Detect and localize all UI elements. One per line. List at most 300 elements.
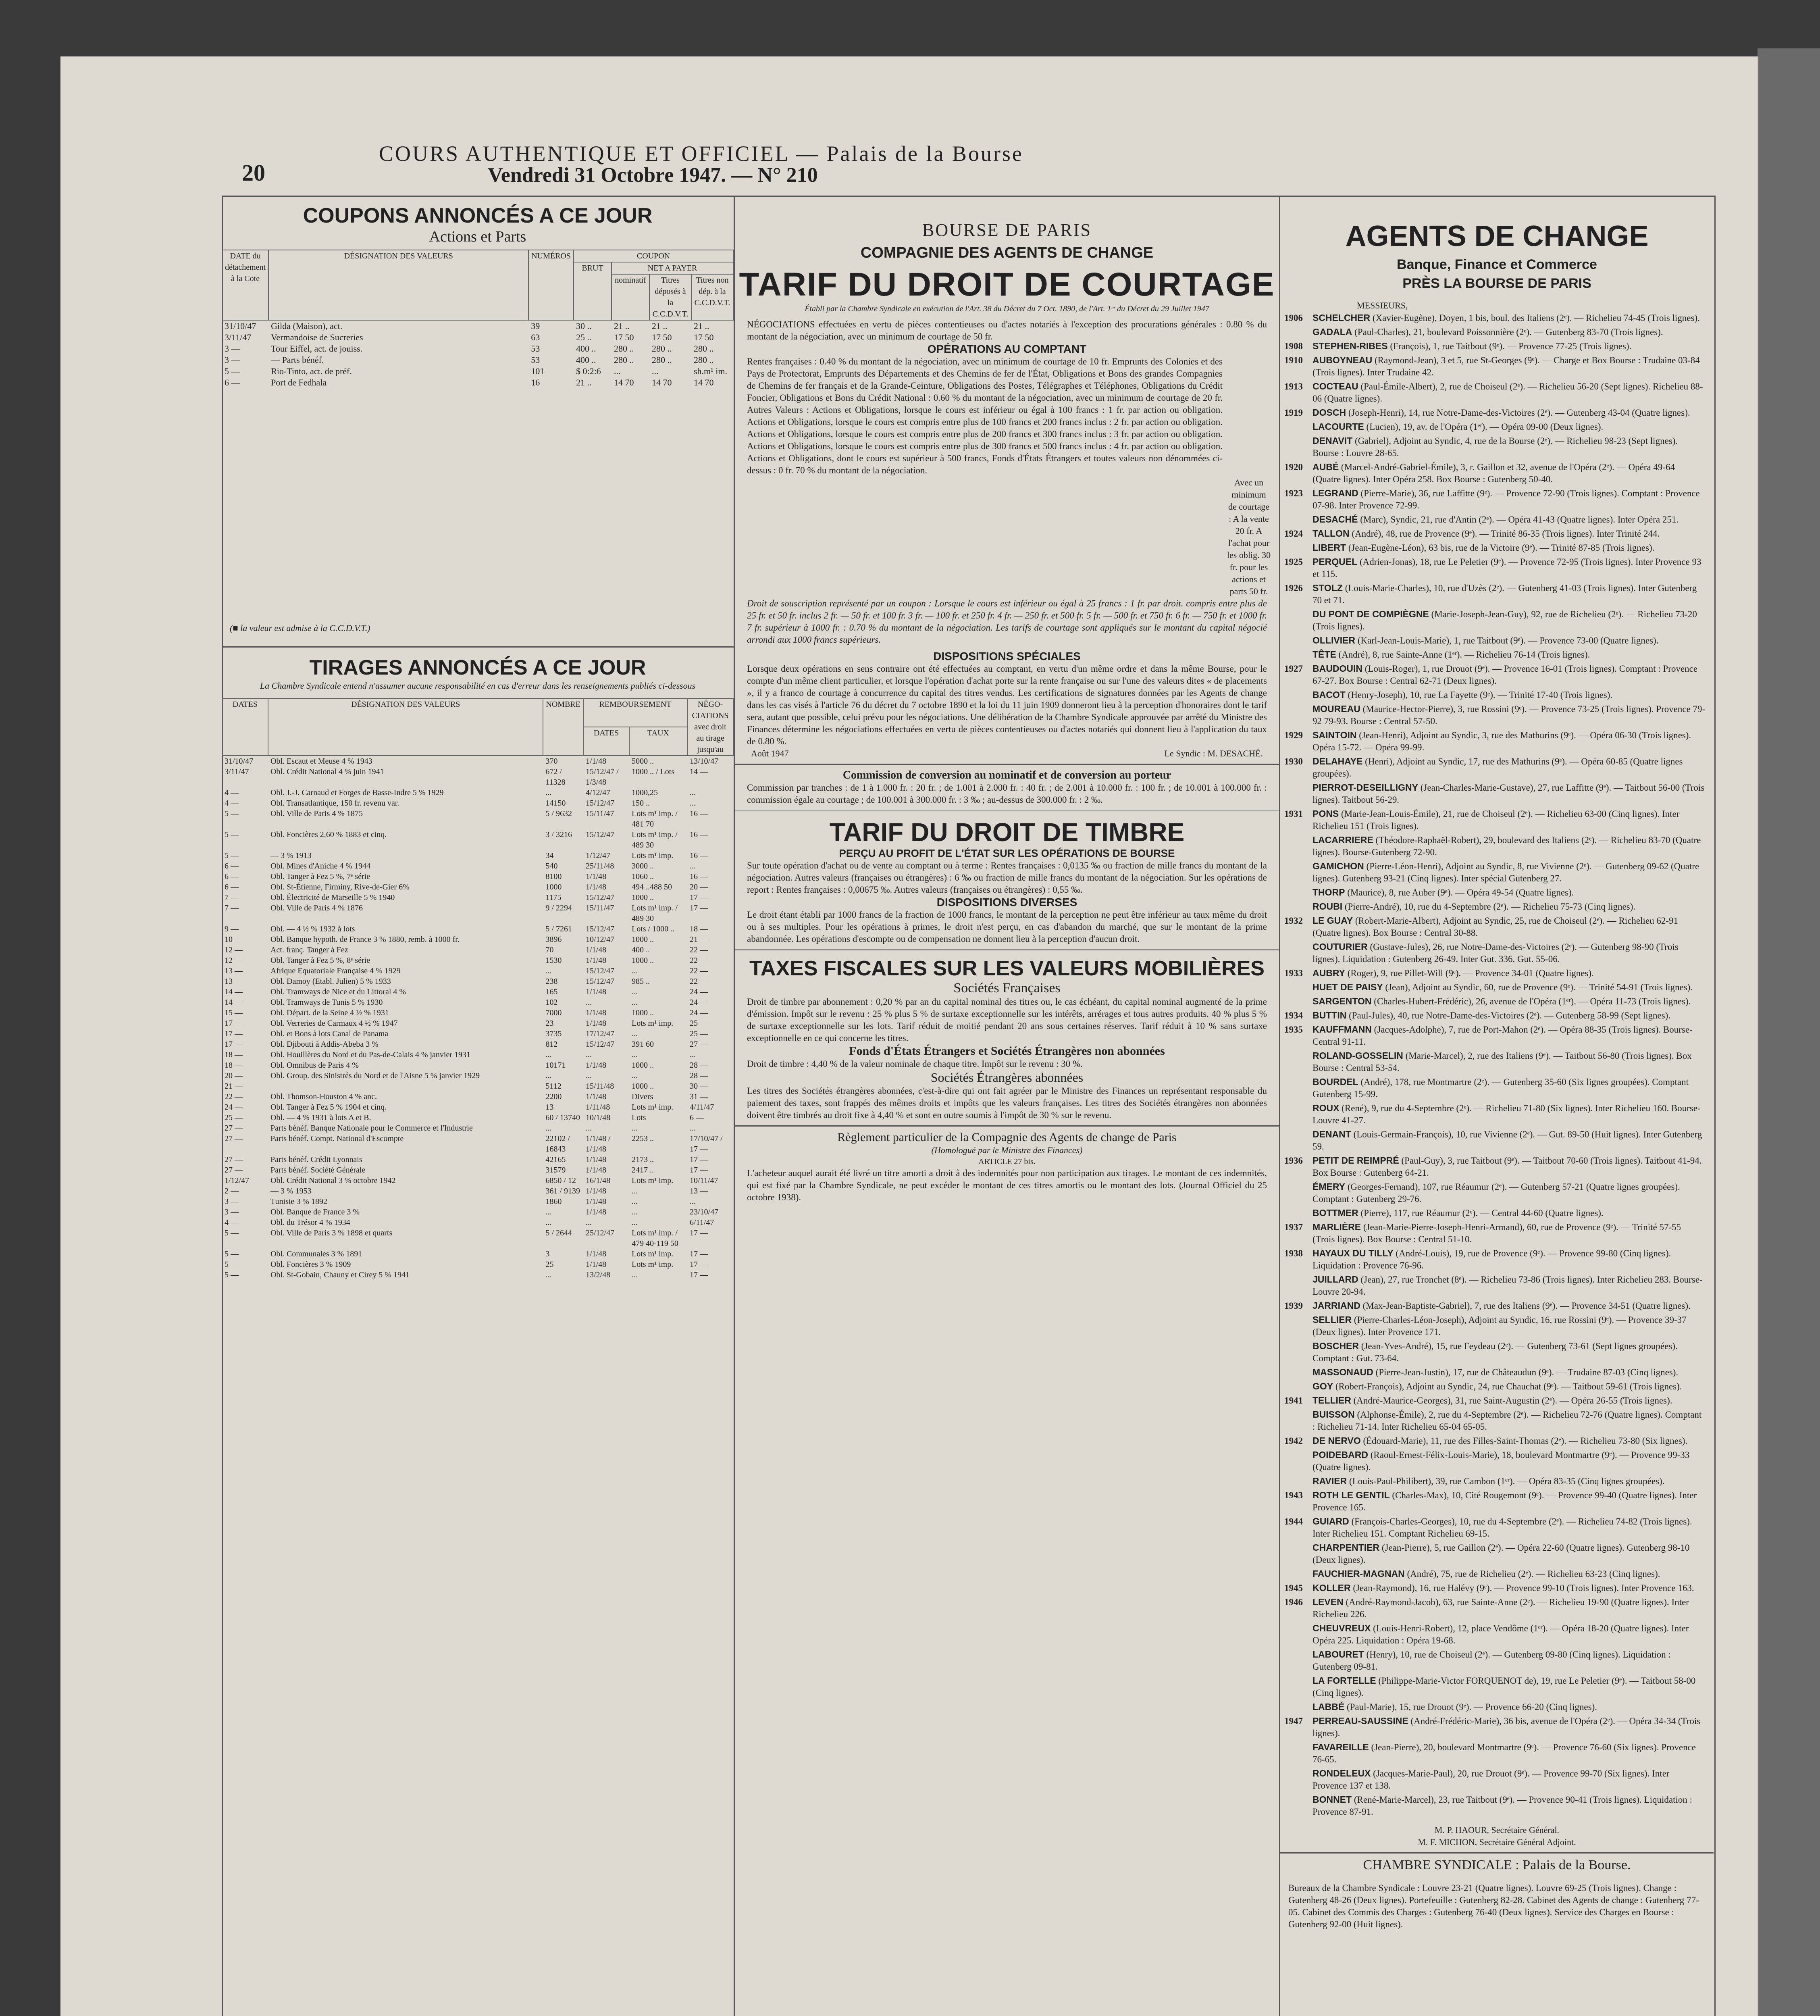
agent-name: GUIARD [1312, 1516, 1349, 1527]
agent-entry [1312, 541, 1706, 554]
agent-name: CHARPENTIER [1312, 1542, 1380, 1553]
agent-name: BONNET [1312, 1794, 1352, 1805]
tirage-cell-nombre: 2200 [545, 1092, 562, 1101]
tirage-cell-designation: Obl. et Bons à lots Canal de Panama [270, 1029, 389, 1038]
tirage-row [222, 987, 733, 997]
coupon-cell-date: 3 — [225, 344, 240, 354]
tirage-cell-taux: 985 .. [632, 977, 650, 986]
tirage-row [222, 1154, 733, 1165]
agent-details: (Raoul-Ernest-Félix-Louis-Marie), 18, boulevard Montmartre (9ᵉ). — Provence 99-33 (Quatre lignes). [1312, 1450, 1690, 1472]
agent-details: (Jacques-Marie-Paul), 20, rue Drouot (9ᵉ). — Provence 99-70 (Six lignes). Inter Provence 137 et 138. [1312, 1768, 1670, 1791]
tirage-cell-nombre: ... [545, 966, 552, 975]
agent-entry [1284, 461, 1706, 485]
agent-name: STEPHEN-RIBES [1312, 341, 1388, 351]
tirage-cell-nombre: 14150 [545, 799, 566, 808]
agent-name: MOUREAU [1312, 704, 1360, 714]
tirage-cell-rdate: 15/11/47 [586, 809, 614, 818]
coupon-cell-num: 63 [531, 332, 540, 342]
tirage-cell-nombre: 1000 [545, 883, 562, 891]
th-t-nego: NÉGO-CIATIONS avec droit au tirage jusqu'au [687, 698, 733, 756]
agent-entry [1284, 312, 1706, 324]
tirage-cell-nombre: 5 / 7261 [545, 925, 572, 933]
tirage-cell-designation: Obl. — 4 % 1931 à lots A et B. [270, 1113, 371, 1122]
agent-year: 1932 [1284, 916, 1303, 926]
tirage-cell-rdate: ... [586, 1218, 592, 1227]
agent-name: KAUFFMANN [1312, 1024, 1372, 1035]
coupon-cell-non: 280 .. [694, 344, 714, 354]
agent-name: GOY [1312, 1381, 1333, 1391]
tirage-row [222, 1249, 733, 1259]
taxes-title: TAXES FISCALES SUR LES VALEURS MOBILIÈRES [749, 957, 1265, 980]
tirage-cell-taux: ... [632, 1197, 638, 1206]
agent-name: AUBÉ [1312, 462, 1339, 472]
coupon-cell-date: 3/11/47 [225, 332, 252, 342]
dispositions-text: Lorsque deux opérations en sens contraire ont été effectuées au comptant, en vertu d'un même ordre et dans la même Bourse, pour le compte d'un même client particulier, et lorsque l'opération d'achat porte sur la rente française ou sur l'une des valeurs dites « de placements », il y a franco de courtage à concurrence du capital des titres vendus. Les certifications de signatures données par les Agents de change dans les cas visés à l'article 76 du décret du 7 octobre 1890 et la loi du 11 juin 1909 donneront lieu à la perception d'honoraires dont le tarif sera, autant que possible, celui prévu pour les négociations. Une délibération de la Chambre Syndicale approuvée par arrêté du Ministre des Finances détermine les négociations effectuées en vertu de pièces contentieuses ou d'actes notariés qui donnent lieu à l'application du taux de 0.80 %. [747, 664, 1267, 746]
agent-entry [1284, 1154, 1706, 1179]
coupon-cell-nom: ... [614, 366, 621, 376]
tirage-cell-rdate: 25/11/48 [586, 862, 614, 871]
coupon-row [222, 343, 733, 354]
tirage-row [222, 756, 733, 766]
tirage-cell-nego: 13 — [690, 1187, 708, 1195]
tirage-cell-nego: 22 — [690, 977, 708, 986]
tirage-cell-nombre: ... [545, 1270, 552, 1279]
agent-name: LA FORTELLE [1312, 1675, 1376, 1686]
tirage-cell-date: 5 — [225, 809, 239, 818]
tirage-cell-taux: 2253 .. [632, 1134, 654, 1143]
tirage-cell-nego: 28 — [690, 1071, 708, 1080]
agent-details: (André-Maurice-Georges), 31, rue Saint-Augustin (2ᵉ). — Opéra 26-55 (Trois lignes). [1353, 1395, 1672, 1406]
bourse-title: BOURSE DE PARIS [922, 220, 1092, 240]
tirage-cell-date: 7 — [225, 904, 239, 912]
tirage-cell-nombre: ... [545, 1124, 552, 1133]
tirage-cell-designation: Act. franç. Tanger à Fez [270, 946, 348, 954]
tirage-cell-rdate: ... [586, 1071, 592, 1080]
tirage-cell-taux: ... [632, 1071, 638, 1080]
coupon-row [222, 354, 733, 366]
agent-entry [1284, 755, 1706, 780]
coupon-cell-dep: 21 .. [652, 321, 668, 331]
tirage-cell-nombre: 102 [545, 998, 558, 1007]
th-date: DATE du détachement à la Cote [222, 250, 268, 320]
agent-entry [1312, 1674, 1706, 1699]
agent-year: 1944 [1284, 1516, 1303, 1527]
timbre-text: Sur toute opération d'achat ou de vente au comptant ou à terme : Rentes françaises : 0,0135 ‰ ou fraction de mille francs du montant de la négociation. Autres valeurs (françaises ou étrangères) : 6 ‰ ou fraction de mille francs du montant de la négociation. Sur les opérations de report : Rentes françaises : 0,00675 ‰. Autres valeurs (françaises ou étrangères) : 0,55 ‰. [747, 860, 1267, 895]
agent-year: 1933 [1284, 968, 1303, 978]
tirage-cell-designation: Obl. St-Gobain, Chauny et Cirey 5 % 1941 [270, 1270, 410, 1279]
agent-details: (Jean-Pierre), 5, rue Gaillon (2ᵉ). — Opéra 22-60 (Quatre lignes). Gutenberg 98-10 (Deux lignes). [1312, 1543, 1690, 1565]
agent-entry [1284, 967, 1706, 979]
tirage-cell-designation: — 3 % 1953 [270, 1187, 312, 1195]
th-t-dates: DATES [222, 698, 268, 756]
tirage-cell-rdate: 15/12/47 [586, 925, 615, 933]
agent-details: (Louis-Paul-Philibert), 39, rue Cambon (1ᵉʳ). — Opéra 83-35 (Cinq lignes groupées). [1349, 1476, 1665, 1486]
agent-entry [1312, 834, 1706, 858]
agent-details: (François), 1, rue Taitbout (9ᵉ). — Provence 77-25 (Trois lignes). [1390, 341, 1632, 351]
dispositions-title: DISPOSITIONS SPÉCIALES [933, 650, 1081, 662]
tirage-cell-date: 18 — [225, 1050, 243, 1059]
tirage-cell-taux: Lots / 1000 .. [632, 925, 675, 933]
tirage-cell-rdate: 15/12/47 [586, 799, 615, 808]
tirage-cell-designation: Obl. Group. des Sinistrés du Nord et de l'Aisne 5 % janvier 1929 [270, 1071, 480, 1080]
agent-entry [1312, 941, 1706, 965]
agent-name: COCTEAU [1312, 381, 1358, 392]
tirage-cell-date: 24 — [225, 1103, 243, 1112]
tirages-note: La Chambre Syndicale entend n'assumer aucune responsabilité en cas d'erreur dans les renseignements publiés ci-dessous [260, 681, 696, 691]
agent-year: 1935 [1284, 1025, 1303, 1035]
agent-details: (Jean), Adjoint au Syndic, 60, rue de Provence (9ᵉ). — Trinité 54-91 (Trois lignes). [1385, 982, 1693, 992]
agent-details: (Pierre-Léon-Henri), Adjoint au Syndic, 8, rue Vivienne (2ᵉ). — Gutenberg 09-62 (Quatre lignes). Gutenberg 93-21 (Cinq lignes). Inter spécial Gutenberg 27. [1312, 861, 1699, 883]
agent-entry [1312, 689, 1706, 701]
agent-details: (Théodore-Raphaël-Robert), 29, boulevard des Italiens (2ᵉ). — Richelieu 83-70 (Quatre lignes). Bourse-Gutenberg 72-90. [1312, 835, 1701, 857]
tirage-cell-date: 1/12/47 [225, 1176, 250, 1185]
agent-details: (Jean-Raymond), 16, rue Halévy (9ᵉ). — Provence 99-10 (Trois lignes). Inter Provence 163. [1353, 1583, 1694, 1593]
tirage-cell-nego: 17 — [690, 1166, 708, 1175]
agent-details: (Louis-Germain-François), 10, rue Vivienne (2ᵉ). — Gut. 89-50 (Huit lignes). Inter Gutenberg 59. [1312, 1129, 1702, 1152]
reglement-article: ARTICLE 27 bis. [978, 1157, 1036, 1166]
agents-subtitle2: PRÈS LA BOURSE DE PARIS [1402, 276, 1591, 291]
coupon-row [222, 320, 733, 332]
tirage-cell-nego: ... [690, 799, 696, 808]
tirage-cell-nego: 17 — [690, 1229, 708, 1237]
agent-name: FAVAREILLE [1312, 1742, 1369, 1752]
agent-year: 1925 [1284, 557, 1303, 567]
agent-name: THORP [1312, 887, 1345, 898]
agent-name: LABBÉ [1312, 1702, 1345, 1712]
agent-entry [1284, 1582, 1706, 1594]
tirage-cell-taux: ... [632, 1029, 638, 1038]
agent-entry [1312, 860, 1706, 885]
tirage-cell-nego: 23/10/47 [690, 1208, 719, 1216]
coupon-cell-dep: 17 50 [652, 332, 672, 342]
operations-title: OPÉRATIONS AU COMPTANT [927, 343, 1087, 355]
tirage-cell-designation: Tunisie 3 % 1892 [270, 1197, 327, 1206]
tirage-cell-nego: 20 — [690, 883, 708, 891]
tirage-row [222, 997, 733, 1008]
tirage-cell-nombre: 31579 [545, 1166, 566, 1175]
coupon-cell-brut: 21 .. [576, 377, 592, 387]
diverses-text: Le droit étant établi par 1000 francs de la fraction de 1000 francs, le montant de la perception ne peut être inférieur au taux même du droit ou à ses multiples. Pour les opérations à primes, le droit n'est perçu, en cas d'abandon du marché, que sur le montant de la prime abandonnée. Les opérations d'escompte ou de compensation ne donnent lieu à la perception d'aucun droit. [747, 910, 1267, 944]
agent-year: 1924 [1284, 529, 1303, 539]
messieurs: MESSIEURS, [1357, 300, 1408, 310]
agent-entry [1312, 1741, 1706, 1766]
tirage-row [222, 955, 733, 966]
tirage-cell-nombre: 370 [545, 757, 558, 766]
tirage-row [222, 1165, 733, 1175]
tirage-cell-nego: 16 — [690, 851, 708, 860]
tirage-cell-nego: 17 — [690, 1155, 708, 1164]
tirage-cell-rdate: 1/1/48 / 1/1/48 [586, 1134, 611, 1154]
tirage-cell-taux: ... [632, 966, 638, 975]
agent-details: (Paul-Jules), 40, rue Notre-Dame-des-Victoires (2ᵉ). — Gutenberg 58-99 (Sept lignes). [1349, 1010, 1671, 1020]
agent-name: TALLON [1312, 528, 1350, 539]
th-t-remb: REMBOURSEMENT [583, 698, 687, 727]
agent-details: (Jean), 27, rue Tronchet (8ᵉ). — Richelieu 73-86 (Trois lignes). Inter Richelieu 283. Bourse-Louvre 20-94. [1312, 1275, 1703, 1297]
tirage-row [222, 808, 733, 829]
tirage-cell-nombre: 60 / 13740 [545, 1113, 580, 1122]
operations-text: Rentes françaises : 0.40 % du montant de la négociation, avec un minimum de courtage de 10 fr. Emprunts des Colonies et des Pays de Protectorat, Emprunts des Départements et des Chemins de fer de l'État, Obligations et Bons des grandes Compagnies de Chemins de fer français et de la Grande-Ceinture, Obligations des Postes, Télégraphes et Téléphones, Obligations du Crédit Foncier, Obligations et Bons du Crédit National : 0.60 % du montant de la négociation, avec un minimum de courtage de 20 fr. Autres Valeurs : Actions et Obligations, lorsque le cours est inférieur ou égal à 100 francs : 1 fr. par action ou obligation. Actions et Obligations, lorsque le cours est compris entre plus de 100 francs et 200 francs inclus : 2 fr. par action ou obligation. Actions et Obligations, lorsque le cours est compris entre plus de 200 francs et 300 francs inclus : 3 fr. par action ou obligation. Actions et Obligations, lorsque le cours est compris entre plus de 300 francs et 500 francs inclus : 4 fr. par action ou obligation. Actions et Obligations, dont le cours est supérieur à 500 francs, Fonds d'États Étrangers et toutes valeurs non dénommées ci-dessus : 0 fr. 70 % du montant de la négociation. [747, 356, 1223, 475]
coupon-cell-date: 5 — [225, 366, 240, 376]
agent-year: 1937 [1284, 1222, 1303, 1232]
tirage-cell-nombre: 8100 [545, 872, 562, 881]
agent-name: MARLIÈRE [1312, 1222, 1361, 1232]
agent-entry [1284, 1515, 1706, 1540]
tirage-cell-designation: — 3 % 1913 [270, 851, 312, 860]
tirage-cell-date: 5 — [225, 1260, 239, 1269]
coupon-cell-num: 16 [531, 377, 540, 387]
tirage-row [222, 1018, 733, 1029]
tirage-cell-nego: 24 — [690, 1008, 708, 1017]
tirage-row [222, 903, 733, 924]
tirage-cell-date: 5 — [225, 1229, 239, 1237]
tirage-cell-nombre: 1175 [545, 893, 562, 902]
tirage-cell-nego: 14 — [690, 767, 708, 776]
tirage-cell-nego: 27 — [690, 1040, 708, 1049]
tirage-cell-rdate: 15/12/47 [586, 893, 615, 902]
coupon-cell-nom: 14 70 [614, 377, 634, 387]
agent-name: ÉMERY [1312, 1181, 1345, 1192]
agent-details: (André-Raymond-Jacob), 63, rue Sainte-Anne (2ᵉ). — Richelieu 19-90 (Quatre lignes). Inter Richelieu 226. [1312, 1597, 1689, 1619]
agent-entry [1312, 1181, 1706, 1205]
agent-name: BUISSON [1312, 1409, 1355, 1420]
tirage-cell-nego: 22 — [690, 966, 708, 975]
agent-entry [1312, 1475, 1706, 1487]
agent-name: PONS [1312, 808, 1339, 819]
agent-details: (Robert-François), Adjoint au Syndic, 24, rue Chauchat (9ᵉ). — Taitbout 59-61 (Trois lignes). [1335, 1381, 1682, 1391]
tirage-cell-nego: 25 — [690, 1029, 708, 1038]
agent-name: DENAVIT [1312, 435, 1353, 446]
tirage-row [222, 1228, 733, 1249]
reglement-title: Règlement particulier de la Compagnie des Agents de change de Paris [837, 1131, 1177, 1144]
tirage-cell-nombre: 5 / 2644 [545, 1229, 572, 1237]
agent-details: (Henri), Adjoint au Syndic, 17, rue des Mathurins (9ᵉ). — Opéra 60-85 (Quatre lignes groupées). [1312, 756, 1683, 779]
tirage-cell-taux: 1000 .. [632, 935, 654, 944]
tirage-cell-taux: 3000 .. [632, 862, 654, 871]
coupon-cell-num: 101 [531, 366, 545, 376]
tirage-cell-nombre: 25 [545, 1260, 554, 1269]
tirage-cell-taux: 5000 .. [632, 757, 654, 766]
tirage-cell-designation: Obl. — 4 ½ % 1932 à lots [270, 925, 355, 933]
th-numeros: NUMÉROS [528, 250, 574, 320]
tirage-cell-date: 5 — [225, 1250, 239, 1258]
tirage-row [222, 861, 733, 871]
left-column [222, 196, 735, 2016]
agent-name: AUBRY [1312, 968, 1345, 978]
tirage-cell-nego: 4/11/47 [690, 1103, 714, 1112]
agent-details: (Louis-Roger), 1, rue Drouot (9ᵉ). — Provence 16-01 (Trois lignes). Comptant : Provence 67-27. Box Bourse : Central 62-71 (Deux lignes). [1312, 664, 1697, 686]
tirage-row [222, 1008, 733, 1018]
tirage-cell-designation: Obl. Foncières 2,60 % 1883 et cinq. [270, 830, 387, 839]
tirage-cell-nombre: 23 [545, 1019, 554, 1028]
th-net: NET A PAYER [612, 262, 733, 274]
th-brut: BRUT [574, 262, 612, 320]
taxes-text: Droit de timbre par abonnement : 0,20 % par an du capital nominal des titres ou, le cas échéant, du capital nominal augmenté de la prime d'émission. Impôt sur le revenu : 25 % plus 5 % de surtaxe exceptionnelle sur les intérêts, arrérages et tous autres produits. 40 % plus 5 % de surtaxe exceptionnelle sur les lots. Tarif réduit de moitié pendant 20 ans sous certaines réserves. Tarif réduit à 10 % sans surtaxe exceptionnelle en ce qui concerne les titres. [747, 997, 1267, 1043]
tirage-cell-date: 2 — [225, 1187, 239, 1195]
tirage-cell-nego: ... [690, 788, 696, 797]
coupon-cell-dep: 280 .. [652, 344, 672, 354]
tirage-cell-rdate: 1/1/48 [586, 1197, 607, 1206]
agent-details: (André), 75, rue de Richelieu (2ᵉ). — Richelieu 63-23 (Cinq lignes). [1407, 1569, 1660, 1579]
agent-year: 1908 [1284, 341, 1303, 351]
coupon-cell-brut: 30 .. [576, 321, 592, 331]
tirage-cell-rdate: 1/12/47 [586, 851, 611, 860]
agent-details: (Philippe-Marie-Victor FORQUENOT de), 19, rue Le Peletier (9ᵉ). — Taitbout 58-00 (Cinq lignes). [1312, 1676, 1696, 1698]
tirage-cell-nombre: ... [545, 1050, 552, 1059]
coupon-cell-dep: 14 70 [652, 377, 672, 387]
agents-list [1284, 312, 1714, 1818]
tirage-cell-designation: Obl. Ville de Paris 4 % 1876 [270, 904, 363, 912]
agent-name: AUBOYNEAU [1312, 355, 1373, 365]
agent-entry [1284, 487, 1706, 512]
tirage-cell-rdate: ... [586, 1050, 592, 1059]
tirage-cell-rdate: 1/1/48 [586, 1155, 607, 1164]
coupon-cell-non: 17 50 [694, 332, 714, 342]
th-nominatif: nominatif [612, 274, 649, 320]
tirage-cell-taux: Lots m¹ imp. [632, 1176, 674, 1185]
tirage-cell-taux: 1000 .. [632, 1082, 654, 1091]
agent-details: (Louis-Henri-Robert), 12, place Vendôme (1ᵉʳ). — Opéra 18-20 (Quatre lignes). Inter Opéra 225. Liquidation : Opéra 19-68. [1312, 1623, 1689, 1645]
tirage-row [222, 976, 733, 987]
tirage-cell-rdate: 1/1/48 [586, 883, 607, 891]
tirage-cell-rdate: 15/12/47 [586, 830, 615, 839]
agent-name: LIBERT [1312, 542, 1346, 553]
agent-details: (Jean-Charles-Marie-Gustave), 27, rue Laffitte (9ᵉ). — Taitbout 56-00 (Trois lignes). Taitbout 56-29. [1312, 783, 1705, 805]
agent-entry [1312, 1449, 1706, 1473]
agent-entry [1312, 1408, 1706, 1433]
tirage-cell-nombre: 34 [545, 851, 554, 860]
signature-date: Août 1947 [751, 748, 789, 758]
agent-details: (Jean-Pierre), 20, boulevard Montmartre (9ᵉ). — Provence 76-60 (Six lignes). Provence 76-65. [1312, 1742, 1696, 1764]
agent-name: FAUCHIER-MAGNAN [1312, 1568, 1405, 1579]
tirage-cell-taux: ... [632, 1050, 638, 1059]
tirage-cell-rdate: 1/1/48 [586, 757, 607, 766]
tirage-cell-nego: 24 — [690, 998, 708, 1007]
tirage-row [222, 787, 733, 798]
agent-year: 1913 [1284, 381, 1303, 392]
tirage-cell-nombre: ... [545, 788, 552, 797]
tirage-cell-nombre: 22102 / 16843 [545, 1134, 570, 1154]
tirage-cell-designation: Obl. Houillères du Nord et du Pas-de-Calais 4 % janvier 1931 [270, 1050, 471, 1059]
tirage-cell-nego: 30 — [690, 1082, 708, 1091]
tirage-cell-designation: Obl. Communales 3 % 1891 [270, 1250, 362, 1258]
diverses-title: DISPOSITIONS DIVERSES [936, 896, 1077, 908]
chambre-text: Bureaux de la Chambre Syndicale : Louvre 23-21 (Quatre lignes). Louvre 69-25 (Trois lignes). Change : Gutenberg 48-26 (Deux lignes). Portefeuille : Gutenberg 82-28. Cabinet des Agents de change : Gutenberg 77-05. Cabinet des Commis des Charges : Gutenberg 76-40 (Deux lignes). Service des Charges en Bourse : Gutenberg 92-00 (Huit lignes). [1288, 1883, 1699, 1929]
agent-year: 1946 [1284, 1597, 1303, 1607]
tirage-cell-rdate: 1/1/48 [586, 1019, 607, 1028]
tirage-cell-date: 22 — [225, 1092, 243, 1101]
tirage-cell-designation: Obl. Verreries de Carmaux 4 ½ % 1947 [270, 1019, 398, 1028]
agent-details: (André), 48, rue de Provence (9ᵉ). — Trinité 86-35 (Trois lignes). Inter Trinité 244. [1352, 529, 1660, 539]
tirage-cell-date: 15 — [225, 1008, 243, 1017]
tirage-cell-date: 17 — [225, 1019, 243, 1028]
coupon-cell-dep: ... [652, 366, 659, 376]
agent-entry [1312, 326, 1706, 338]
tirage-cell-designation: Obl. Escaut et Meuse 4 % 1943 [270, 757, 372, 766]
agent-details: (Paul-Charles), 21, boulevard Poissonnière (2ᵉ). — Gutenberg 83-70 (Trois lignes). [1354, 327, 1663, 337]
agent-entry [1312, 1541, 1706, 1566]
coupon-cell-name: Rio-Tinto, act. de préf. [271, 366, 352, 376]
tirage-cell-rdate: 13/2/48 [586, 1270, 611, 1279]
tirage-cell-nego: 17 — [690, 893, 708, 902]
agent-entry [1312, 1701, 1706, 1713]
agent-details: (Paul-Guy), 3, rue Taitbout (9ᵉ). — Taitbout 70-60 (Trois lignes). Taitbout 41-94. Box Bourse : Gutenberg 64-21. [1312, 1156, 1702, 1178]
agent-details: (Paul-Marie), 15, rue Drouot (9ᵉ). — Provence 66-20 (Cinq lignes). [1346, 1702, 1597, 1712]
tirage-cell-date: 14 — [225, 987, 243, 996]
tirages-table [222, 698, 734, 1280]
agent-name: DU PONT DE COMPIÈGNE [1312, 609, 1429, 619]
agent-entry [1284, 808, 1706, 832]
tirage-cell-taux: 2417 .. [632, 1166, 654, 1175]
agent-entry [1312, 1076, 1706, 1100]
agent-entry [1284, 1489, 1706, 1514]
right-column [1280, 196, 1714, 2016]
tirage-cell-nombre: 3 / 3216 [545, 830, 572, 839]
tirage-cell-designation: Obl. Crédit National 3 % octobre 1942 [270, 1176, 396, 1185]
taxes-etrangers-text: Droit de timbre : 4,40 % de la valeur nominale de chaque titre. Impôt sur le revenu : 30 %. [747, 1059, 1083, 1069]
tirage-row [222, 1270, 733, 1280]
tirage-row [222, 1186, 733, 1196]
agent-details: (Marcel-André-Gabriel-Émile), 3, r. Gaillon et 32, avenue de l'Opéra (2ᵉ). — Opéra 49-64 (Quatre lignes). Inter Opéra 258. Box Bourse : Gutenberg 50-40. [1312, 462, 1675, 484]
agent-name: DE NERVO [1312, 1435, 1361, 1446]
agent-entry [1284, 1715, 1706, 1739]
agent-name: BUTTIN [1312, 1010, 1347, 1020]
agent-entry [1312, 1314, 1706, 1338]
tirage-cell-nego: 21 — [690, 935, 708, 944]
tirage-cell-taux: 494 ..488 50 [632, 883, 672, 891]
coupon-cell-num: 39 [531, 321, 540, 331]
agent-entry [1284, 1394, 1706, 1407]
agent-entry [1312, 1273, 1706, 1298]
tirage-row [222, 1196, 733, 1207]
agent-details: (André), 178, rue Montmartre (2ᵉ). — Gutenberg 35-60 (Six lignes groupées). Comptant Gutenberg 15-99. [1312, 1077, 1689, 1099]
tirage-cell-nego: 13/10/47 [690, 757, 719, 766]
tirage-cell-taux: ... [632, 987, 638, 996]
tirage-row [222, 1207, 733, 1217]
coupon-cell-non: 14 70 [694, 377, 714, 387]
agent-year: 1929 [1284, 730, 1303, 740]
coupons-footnote: (■ la valeur est admise à la C.C.D.V.T.) [230, 623, 370, 633]
coupon-cell-brut: 25 .. [576, 332, 592, 342]
agent-name: JARRIAND [1312, 1300, 1360, 1311]
agent-name: BOTTMER [1312, 1208, 1358, 1218]
agent-entry [1284, 1300, 1706, 1312]
tirage-cell-nego: 17 — [690, 1260, 708, 1269]
tirage-cell-date: 12 — [225, 956, 243, 965]
tirage-cell-nombre: 42165 [545, 1155, 566, 1164]
th-titres-non-dep: Titres non dép. à la C.C.D.V.T. [691, 274, 733, 320]
tirage-cell-rdate: 1/1/48 [586, 1260, 607, 1269]
tirage-cell-rdate: 1/1/48 [586, 1092, 607, 1101]
tarif-courtage-sub: Établi par la Chambre Syndicale en exécution de l'Art. 38 du Décret du 7 Oct. 1890, de l'Art. 1ᵉʳ du Décret du 29 Juillet 1947 [805, 304, 1209, 313]
agent-entry [1284, 582, 1706, 606]
agent-entry [1312, 1102, 1706, 1127]
agent-name: KOLLER [1312, 1583, 1351, 1593]
agent-entry [1284, 1247, 1706, 1272]
tirage-row [222, 1050, 733, 1060]
agent-entry [1312, 1648, 1706, 1673]
tirage-cell-taux: ... [632, 1208, 638, 1216]
agent-entry [1312, 1767, 1706, 1792]
reglement-text: L'acheteur auquel aurait été livré un titre amorti a droit à des indemnités pour non participation aux tirages. Le montant de ces indemnités, qui est fixé par la Chambre Syndicale, ne peut excéder le montant de ces titres amortis ou le montant des lots. (Journal Officiel du 25 octobre 1938). [747, 1168, 1267, 1202]
tirage-cell-taux: Lots m¹ imp. / 489 30 [632, 904, 678, 923]
agent-entry [1312, 513, 1706, 526]
tirage-cell-rdate: 1/1/48 [586, 1166, 607, 1175]
secretaire-1: M. P. HAOUR, Secrétaire Général. [1434, 1825, 1560, 1835]
tirage-cell-nombre: 5 / 9632 [545, 809, 572, 818]
tirage-cell-date: 6 — [225, 862, 239, 871]
coupon-cell-num: 53 [531, 344, 540, 354]
tirage-cell-rdate: 15/11/48 [586, 1082, 614, 1091]
